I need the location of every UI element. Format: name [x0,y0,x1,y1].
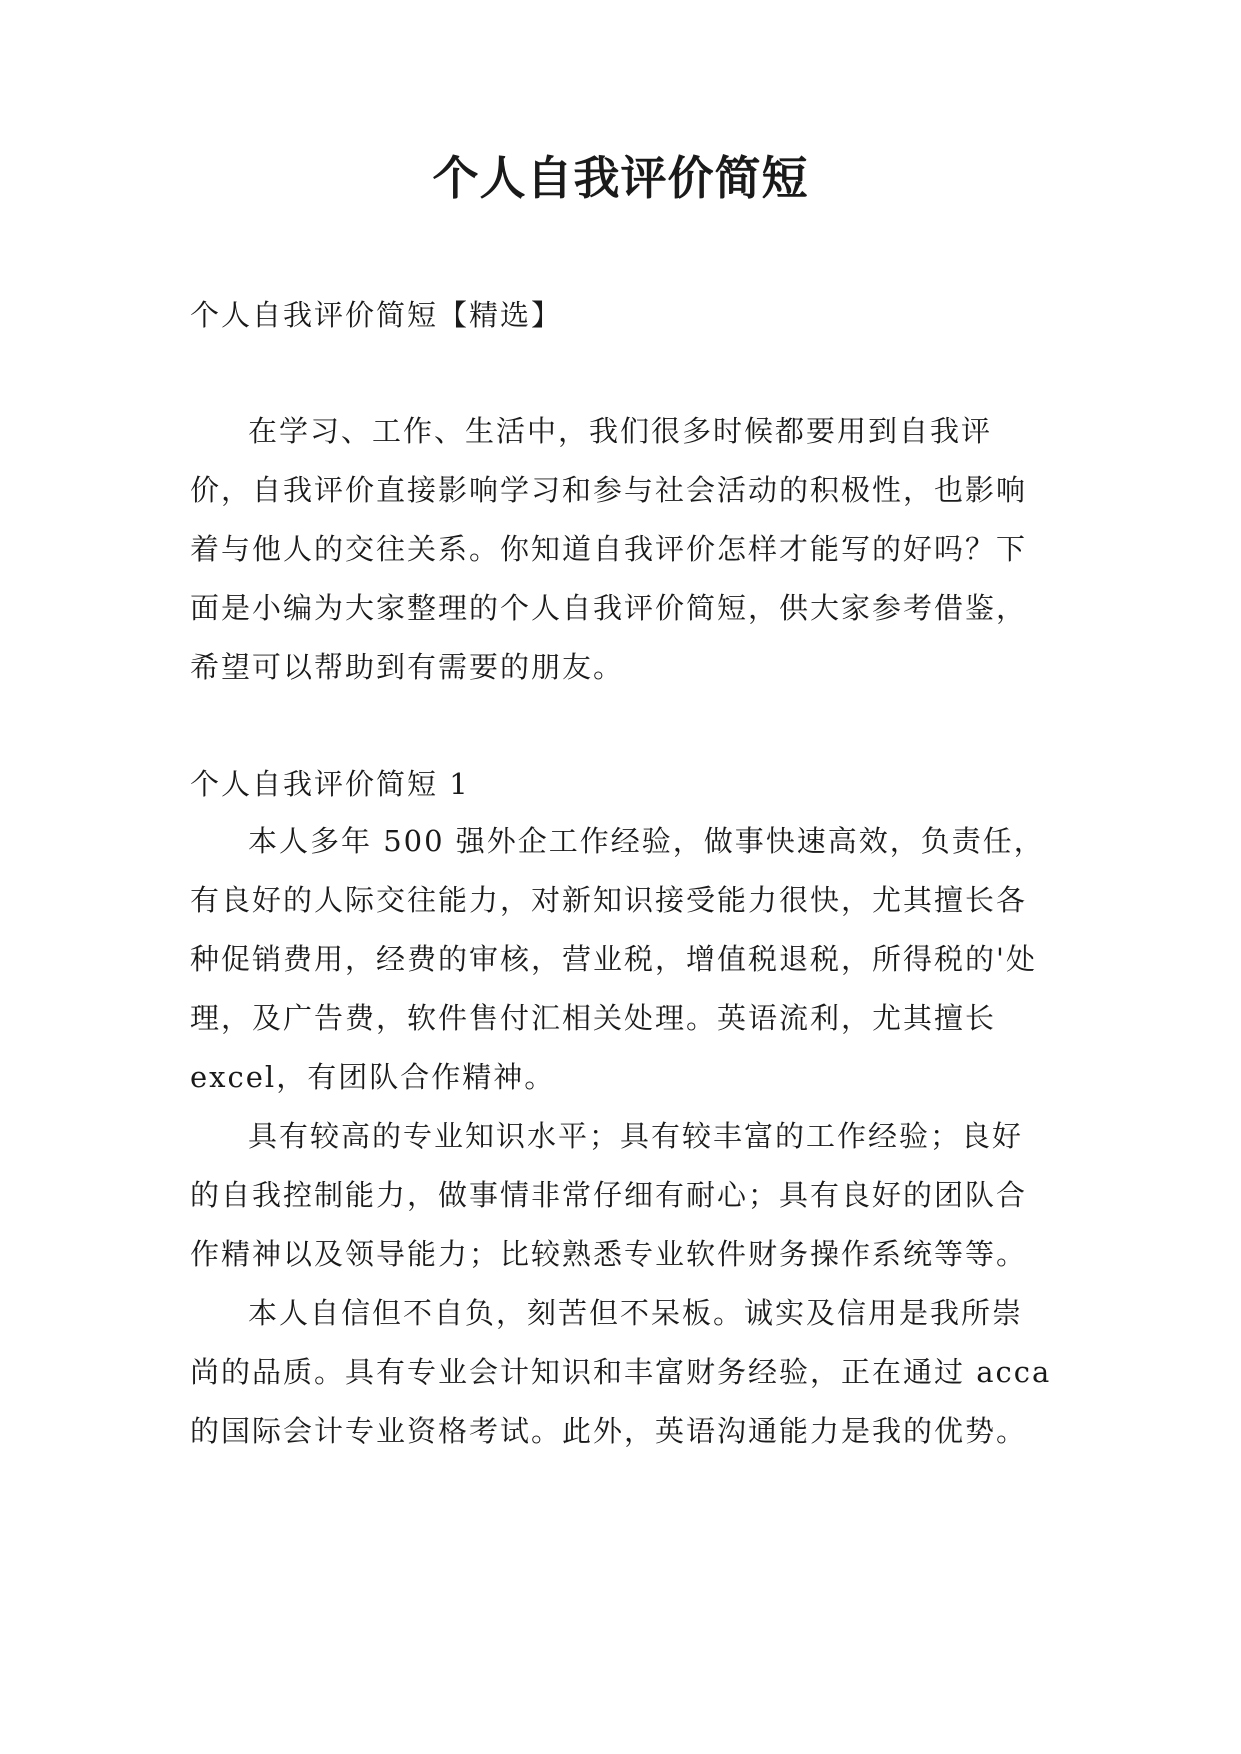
section-heading: 个人自我评价简短 1 [190,767,470,801]
section-body [190,812,1052,1461]
section-paragraph: 具有较高的专业知识水平；具有较丰富的工作经验；良好的自我控制能力，做事情非常仔细有耐心；具有良好的团队合作精神以及领导能力；比较熟悉专业软件财务操作系统等等。 [190,1119,1028,1271]
section-paragraph: 本人自信但不自负，刻苦但不呆板。诚实及信用是我所崇尚的品质。具有专业会计知识和丰富财务经验，正在通过 acca 的国际会计专业资格考试。此外，英语沟通能力是我的优势。 [190,1296,1052,1448]
document-title: 个人自我评价简短 [432,151,809,205]
intro-paragraph [190,402,1052,697]
document-subtitle: 个人自我评价简短【精选】 [190,298,563,332]
intro-text: 在学习、工作、生活中，我们很多时候都要用到自我评价，自我评价直接影响学习和参与社会活动的积极性，也影响着与他人的交往关系。你知道自我评价怎样才能写的好吗？下面是小编为大家整理的个人自我评价简短，供大家参考借鉴，希望可以帮助到有需要的朋友。 [190,414,1028,684]
section-paragraph: 本人多年 500 强外企工作经验，做事快速高效，负责任，有良好的人际交往能力，对新知识接受能力很快，尤其擅长各种促销费用，经费的审核，营业税，增值税退税，所得税的'处理，及广告费，软件售付汇相关处理。英语流利，尤其擅长 excel，有团队合作精神。 [190,824,1045,1094]
